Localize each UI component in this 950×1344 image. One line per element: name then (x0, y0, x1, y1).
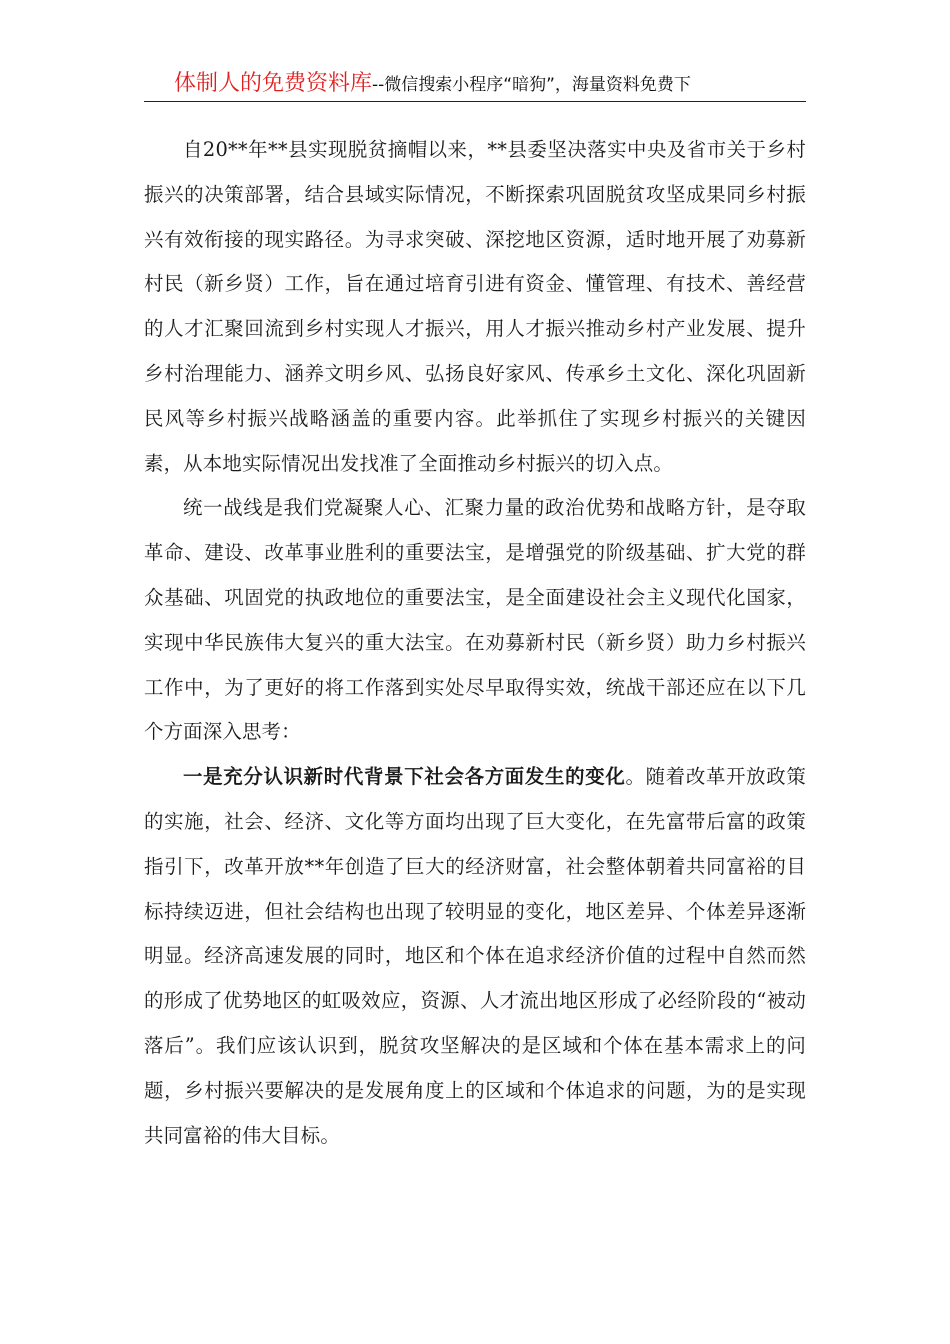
header-divider (144, 101, 806, 102)
page-header (144, 66, 806, 100)
header-tagline: --微信搜索小程序“暗狗”，海量资料免费下 (372, 75, 691, 95)
paragraph-1 (144, 128, 806, 486)
paragraph-3 (144, 755, 806, 1158)
paragraph-lead: 一是充分认识新时代背景下社会各方面发生的变化 (183, 765, 626, 789)
paragraph-2 (144, 486, 806, 755)
paragraph-text: 统一战线是我们党凝聚人心、汇聚力量的政治优势和战略方针，是夺取革命、建设、改革事业胜利的重要法宝，是增强党的阶级基础、扩大党的群众基础、巩固党的执政地位的重要法宝，是全面建设社会主义现代化国家，实现中华民族伟大复兴的重大法宝。在劝募新村民（新乡贤）助力乡村振兴工作中，为了更好的将工作落到实处尽早取得实效，统战干部还应在以下几个方面深入思考： (144, 496, 806, 744)
document-body (144, 128, 806, 1158)
header-brand: 体制人的免费资料库 (174, 71, 373, 96)
paragraph-text: 。随着改革开放政策的实施，社会、经济、文化等方面均出现了巨大变化，在先富带后富的政策指引下，改革开放**年创造了巨大的经济财富，社会整体朝着共同富裕的目标持续迈进，但社会结构也出现了较明显的变化，地区差异、个体差异逐渐明显。经济高速发展的同时，地区和个体在追求经济价值的过程中自然而然的形成了优势地区的虹吸效应，资源、人才流出地区形成了必经阶段的“被动落后”。我们应该认识到，脱贫攻坚解决的是区域和个体在基本需求上的问题，乡村振兴要解决的是发展角度上的区域和个体追求的问题，为的是实现共同富裕的伟大目标。 (144, 765, 806, 1147)
paragraph-text: 自20**年**县实现脱贫摘帽以来，**县委坚决落实中央及省市关于乡村振兴的决策部署，结合县域实际情况，不断探索巩固脱贫攻坚成果同乡村振兴有效衔接的现实路径。为寻求突破、深挖地区资源，适时地开展了劝募新村民（新乡贤）工作，旨在通过培育引进有资金、懂管理、有技术、善经营的人才汇聚回流到乡村实现人才振兴，用人才振兴推动乡村产业发展、提升乡村治理能力、涵养文明乡风、弘扬良好家风、传承乡土文化、深化巩固新民风等乡村振兴战略涵盖的重要内容。此举抓住了实现乡村振兴的关键因素，从本地实际情况出发找准了全面推动乡村振兴的切入点。 (144, 138, 806, 475)
